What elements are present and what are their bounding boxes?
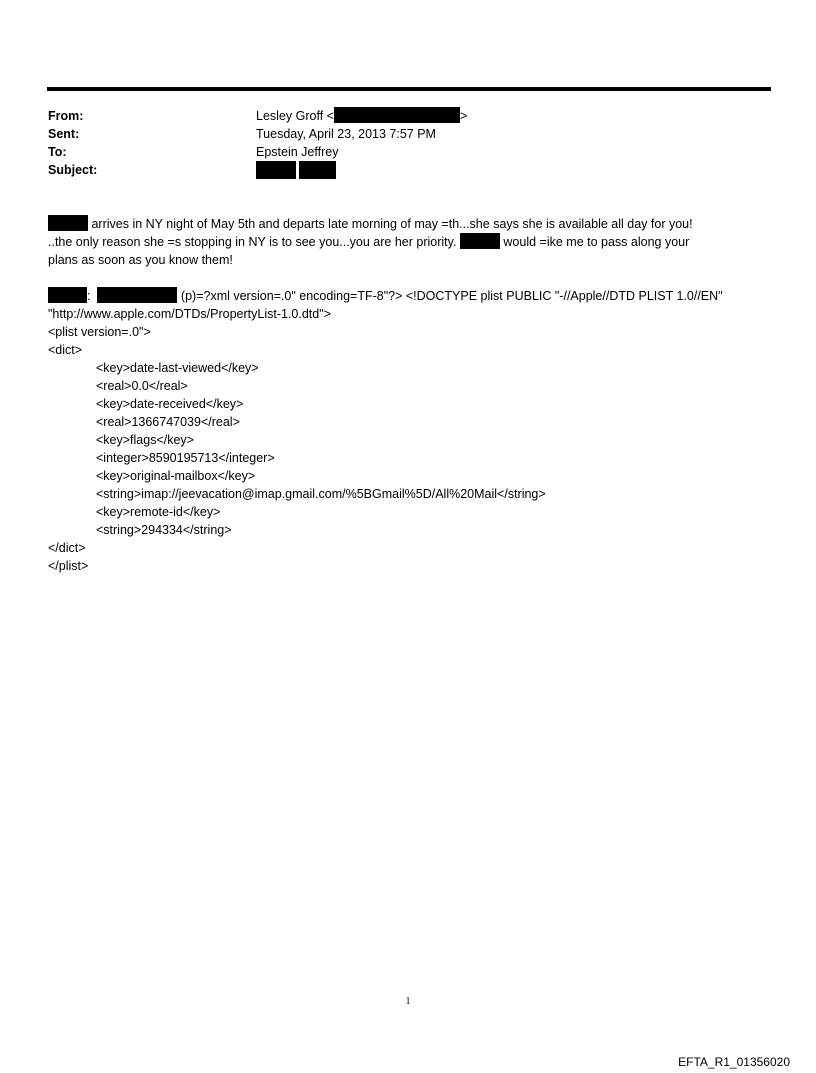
redaction-box bbox=[256, 161, 296, 179]
plist-line: <integer>8590195713</integer> bbox=[96, 451, 275, 465]
plist-line: <string>imap://jeevacation@imap.gmail.com/%5BGmail%5D/All%20Mail</string> bbox=[96, 487, 546, 501]
page-number: 1 bbox=[405, 996, 411, 1007]
message-text: : bbox=[87, 289, 91, 303]
message-line bbox=[48, 287, 788, 305]
bates-number: EFTA_R1_01356020 bbox=[678, 1055, 790, 1069]
message-line: plans as soon as you know them! bbox=[48, 253, 233, 267]
message-text: ..the only reason she =s stopping in NY is to see you...you are her priority. bbox=[48, 235, 460, 249]
message-line: "http://www.apple.com/DTDs/PropertyList-1.0.dtd"> bbox=[48, 307, 331, 321]
plist-line: <key>original-mailbox</key> bbox=[96, 469, 256, 483]
plist-line: <key>flags</key> bbox=[96, 433, 194, 447]
redaction-box bbox=[460, 233, 500, 249]
message-text: arrives in NY night of May 5th and departs late morning of may =th...she says she is available all day for you! bbox=[88, 217, 693, 231]
subject-value bbox=[256, 161, 336, 181]
from-name: Lesley Groff < bbox=[256, 109, 334, 123]
message-text: (p)=?xml version=.0" encoding=TF-8"?> <!DOCTYPE plist PUBLIC "-//Apple//DTD PLIST 1.0//EN" bbox=[177, 289, 723, 303]
redaction-box bbox=[48, 215, 88, 231]
plist-line: </plist> bbox=[48, 559, 89, 573]
plist-block bbox=[48, 323, 788, 575]
redaction-box bbox=[299, 161, 336, 179]
plist-line: </dict> bbox=[48, 541, 86, 555]
from-value bbox=[256, 107, 467, 125]
plist-line: <real>1366747039</real> bbox=[96, 415, 240, 429]
plist-line: <dict> bbox=[48, 343, 83, 357]
plist-line: <key>date-received</key> bbox=[96, 397, 244, 411]
from-label: From: bbox=[48, 109, 84, 123]
plist-line: <key>remote-id</key> bbox=[96, 505, 221, 519]
sent-label: Sent: bbox=[48, 127, 80, 141]
to-value: Epstein Jeffrey bbox=[256, 145, 339, 159]
redaction-box bbox=[48, 287, 87, 303]
plist-line: <string>294334</string> bbox=[96, 523, 232, 537]
message-line bbox=[48, 233, 788, 251]
redaction-box bbox=[97, 287, 177, 303]
from-suffix: > bbox=[459, 109, 468, 123]
plist-line: <real>0.0</real> bbox=[96, 379, 188, 393]
to-label: To: bbox=[48, 145, 67, 159]
plist-line: <plist version=.0"> bbox=[48, 325, 151, 339]
redaction-box bbox=[334, 107, 460, 123]
header-rule bbox=[47, 87, 771, 91]
message-line bbox=[48, 215, 788, 233]
sent-value: Tuesday, April 23, 2013 7:57 PM bbox=[256, 127, 436, 141]
message-paragraph-1 bbox=[48, 215, 788, 269]
subject-label: Subject: bbox=[48, 163, 98, 177]
message-text: would =ike me to pass along your bbox=[499, 235, 690, 249]
message-paragraph-2 bbox=[48, 287, 788, 575]
plist-line: <key>date-last-viewed</key> bbox=[96, 361, 259, 375]
